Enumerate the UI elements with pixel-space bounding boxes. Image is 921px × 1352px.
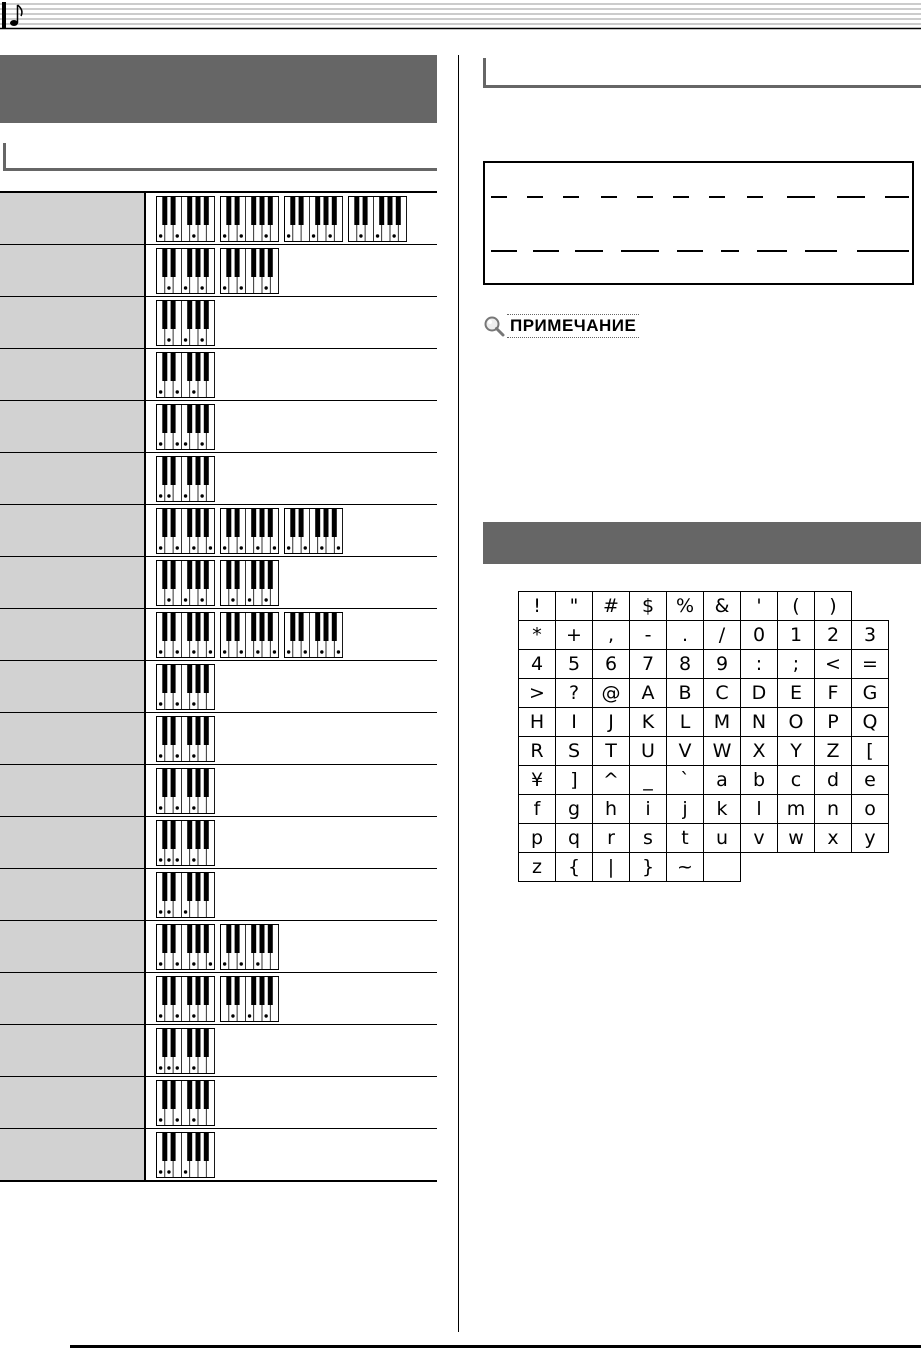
- chord-name-cell: [0, 453, 145, 505]
- chord-row: [0, 973, 437, 1025]
- page-bottom-rule: [70, 1345, 921, 1348]
- char-cell: ¥: [519, 766, 556, 795]
- char-cell: B: [667, 679, 704, 708]
- char-cell: (: [778, 592, 815, 621]
- char-cell: b: [741, 766, 778, 795]
- char-cell: [: [852, 737, 889, 766]
- chord-name-cell: [0, 297, 145, 349]
- column-divider: [458, 55, 459, 1332]
- keyboard-diagram: [156, 508, 215, 554]
- char-cell: D: [741, 679, 778, 708]
- keyboard-diagram: [156, 196, 215, 242]
- char-cell: ^: [593, 766, 630, 795]
- chord-row: [0, 765, 437, 817]
- chord-row: [0, 505, 437, 557]
- char-cell: `: [667, 766, 704, 795]
- char-cell: x: [815, 824, 852, 853]
- char-cell-empty: [815, 853, 852, 882]
- keyboard-diagram: [156, 976, 215, 1022]
- keyboard-diagram: [156, 716, 215, 762]
- char-cell: T: [593, 737, 630, 766]
- chord-row: [0, 349, 437, 401]
- char-cell: m: [778, 795, 815, 824]
- chord-keyboards-cell: [145, 245, 437, 297]
- char-cell: !: [519, 592, 556, 621]
- chord-keyboards-cell: [145, 401, 437, 453]
- char-cell: P: [815, 708, 852, 737]
- char-cell: M: [704, 708, 741, 737]
- char-cell: h: [593, 795, 630, 824]
- chord-name-cell: [0, 661, 145, 713]
- keyboard-diagram: [156, 404, 215, 450]
- char-cell: {: [556, 853, 593, 882]
- chord-name-cell: [0, 1077, 145, 1129]
- char-cell: [704, 853, 741, 882]
- char-cell: 0: [741, 621, 778, 650]
- display-dash-lines: [485, 163, 912, 283]
- char-cell: ~: [667, 853, 704, 882]
- char-cell: s: [630, 824, 667, 853]
- char-cell: /: [704, 621, 741, 650]
- char-cell: .: [667, 621, 704, 650]
- chord-name-cell: [0, 557, 145, 609]
- keyboard-diagram: [156, 612, 215, 658]
- char-cell: v: [741, 824, 778, 853]
- chord-name-cell: [0, 609, 145, 661]
- char-cell: i: [630, 795, 667, 824]
- chord-row: [0, 297, 437, 349]
- chord-row: [0, 713, 437, 765]
- chord-keyboards-cell: [145, 1025, 437, 1077]
- char-row: [519, 824, 889, 853]
- char-cell-empty: [852, 853, 889, 882]
- keyboard-diagram: [284, 612, 343, 658]
- char-cell: r: [593, 824, 630, 853]
- char-row: [519, 737, 889, 766]
- char-row: [519, 621, 889, 650]
- keyboard-diagram: [284, 196, 343, 242]
- keyboard-diagram: [156, 768, 215, 814]
- keyboard-diagram: [156, 820, 215, 866]
- chord-name-cell: [0, 765, 145, 817]
- chord-row: [0, 453, 437, 505]
- keyboard-diagram: [156, 1028, 215, 1074]
- keyboard-diagram: [156, 664, 215, 710]
- char-cell-empty: [778, 853, 815, 882]
- char-cell: 4: [519, 650, 556, 679]
- char-cell: w: [778, 824, 815, 853]
- char-cell: L: [667, 708, 704, 737]
- chord-keyboards-cell: [145, 817, 437, 869]
- note-heading: [483, 313, 639, 339]
- char-cell: ": [556, 592, 593, 621]
- char-cell: ': [741, 592, 778, 621]
- char-row: [519, 592, 889, 621]
- char-cell: G: [852, 679, 889, 708]
- char-row: [519, 853, 889, 882]
- magnifier-icon: [483, 315, 505, 337]
- chord-name-cell: [0, 1025, 145, 1077]
- char-cell: a: [704, 766, 741, 795]
- char-cell: =: [852, 650, 889, 679]
- keyboard-diagram: [156, 924, 215, 970]
- char-cell: ,: [593, 621, 630, 650]
- char-cell: ]: [556, 766, 593, 795]
- char-cell: @: [593, 679, 630, 708]
- subheading-left: [0, 143, 437, 171]
- chord-row: [0, 661, 437, 713]
- subheading-right: [483, 58, 921, 88]
- char-cell: p: [519, 824, 556, 853]
- char-cell: -: [630, 621, 667, 650]
- char-cell: ): [815, 592, 852, 621]
- chord-keyboards-cell: [145, 297, 437, 349]
- char-cell: S: [556, 737, 593, 766]
- keyboard-diagram: [156, 872, 215, 918]
- char-cell: g: [556, 795, 593, 824]
- keyboard-diagram: [156, 1132, 215, 1178]
- chord-keyboards-cell: [145, 349, 437, 401]
- chord-row: [0, 245, 437, 297]
- char-cell: 1: [778, 621, 815, 650]
- chord-keyboards-cell: [145, 505, 437, 557]
- char-cell: f: [519, 795, 556, 824]
- chord-keyboards-cell: [145, 453, 437, 505]
- chord-keyboards-cell: [145, 765, 437, 817]
- char-cell: X: [741, 737, 778, 766]
- char-cell: |: [593, 853, 630, 882]
- char-row: [519, 708, 889, 737]
- chord-name-cell: [0, 869, 145, 921]
- char-cell: y: [852, 824, 889, 853]
- chord-name-cell: [0, 245, 145, 297]
- char-cell: F: [815, 679, 852, 708]
- chord-row: [0, 557, 437, 609]
- section-banner-left: [0, 55, 437, 123]
- chord-keyboards-cell: [145, 921, 437, 973]
- char-cell: k: [704, 795, 741, 824]
- char-cell: 2: [815, 621, 852, 650]
- chord-name-cell: [0, 192, 145, 245]
- char-row: [519, 766, 889, 795]
- char-cell: o: [852, 795, 889, 824]
- keyboard-diagram: [220, 560, 279, 606]
- chord-keyboards-cell: [145, 973, 437, 1025]
- char-cell: K: [630, 708, 667, 737]
- char-cell: Q: [852, 708, 889, 737]
- char-cell: $: [630, 592, 667, 621]
- char-cell: d: [815, 766, 852, 795]
- char-cell: A: [630, 679, 667, 708]
- char-cell: ;: [778, 650, 815, 679]
- chord-name-cell: [0, 349, 145, 401]
- char-cell: R: [519, 737, 556, 766]
- char-cell: J: [593, 708, 630, 737]
- chord-keyboards-cell: [145, 557, 437, 609]
- chord-name-cell: [0, 1129, 145, 1182]
- keyboard-diagram: [156, 300, 215, 346]
- char-cell: t: [667, 824, 704, 853]
- chord-name-cell: [0, 505, 145, 557]
- chord-keyboards-cell: [145, 713, 437, 765]
- char-cell: <: [815, 650, 852, 679]
- chord-name-cell: [0, 921, 145, 973]
- chord-keyboards-cell: [145, 1077, 437, 1129]
- char-cell: O: [778, 708, 815, 737]
- note-label: ПРИМЕЧАНИЕ: [507, 314, 639, 338]
- char-cell: 3: [852, 621, 889, 650]
- chord-row: [0, 1025, 437, 1077]
- char-cell-empty: [741, 853, 778, 882]
- char-cell: l: [741, 795, 778, 824]
- keyboard-diagram: [220, 248, 279, 294]
- keyboard-diagram: [220, 924, 279, 970]
- char-cell: :: [741, 650, 778, 679]
- char-row: [519, 795, 889, 824]
- chord-name-cell: [0, 713, 145, 765]
- music-note-icon: [10, 5, 22, 26]
- keyboard-diagram: [284, 508, 343, 554]
- chord-name-cell: [0, 817, 145, 869]
- char-cell: z: [519, 853, 556, 882]
- char-cell: I: [556, 708, 593, 737]
- char-cell: +: [556, 621, 593, 650]
- chord-keyboards-cell: [145, 1129, 437, 1182]
- keyboard-diagram: [348, 196, 407, 242]
- chord-row: [0, 817, 437, 869]
- char-cell: u: [704, 824, 741, 853]
- char-cell: &: [704, 592, 741, 621]
- char-cell: >: [519, 679, 556, 708]
- char-cell: H: [519, 708, 556, 737]
- char-cell: ?: [556, 679, 593, 708]
- char-cell: }: [630, 853, 667, 882]
- display-dash-box: [483, 161, 914, 285]
- chord-row: [0, 921, 437, 973]
- char-cell: *: [519, 621, 556, 650]
- char-cell: 6: [593, 650, 630, 679]
- chord-name-cell: [0, 401, 145, 453]
- character-table: [518, 591, 889, 882]
- chord-keyboards-cell: [145, 661, 437, 713]
- char-cell: N: [741, 708, 778, 737]
- char-row: [519, 679, 889, 708]
- section-banner-right: [483, 522, 921, 564]
- chord-row: [0, 192, 437, 245]
- char-cell: Y: [778, 737, 815, 766]
- keyboard-diagram: [156, 560, 215, 606]
- char-cell: _: [630, 766, 667, 795]
- char-cell-empty: [852, 592, 889, 621]
- char-cell: V: [667, 737, 704, 766]
- chord-keyboards-cell: [145, 192, 437, 245]
- keyboard-diagram: [220, 612, 279, 658]
- char-row: [519, 650, 889, 679]
- keyboard-diagram: [220, 508, 279, 554]
- char-cell: Z: [815, 737, 852, 766]
- char-cell: #: [593, 592, 630, 621]
- chord-name-cell: [0, 973, 145, 1025]
- chord-row: [0, 1077, 437, 1129]
- char-cell: q: [556, 824, 593, 853]
- keyboard-diagram: [156, 1080, 215, 1126]
- music-staff-header: [0, 0, 921, 30]
- char-cell: U: [630, 737, 667, 766]
- char-cell: 5: [556, 650, 593, 679]
- char-cell: 8: [667, 650, 704, 679]
- char-cell: 9: [704, 650, 741, 679]
- char-cell: c: [778, 766, 815, 795]
- keyboard-diagram: [156, 248, 215, 294]
- char-cell: W: [704, 737, 741, 766]
- char-cell: e: [852, 766, 889, 795]
- chord-keyboards-cell: [145, 869, 437, 921]
- char-cell: C: [704, 679, 741, 708]
- chord-row: [0, 869, 437, 921]
- char-cell: %: [667, 592, 704, 621]
- char-cell: n: [815, 795, 852, 824]
- char-cell: 7: [630, 650, 667, 679]
- chord-row: [0, 1129, 437, 1182]
- chord-fingering-table: [0, 191, 437, 1182]
- chord-row: [0, 401, 437, 453]
- keyboard-diagram: [220, 196, 279, 242]
- chord-keyboards-cell: [145, 609, 437, 661]
- chord-row: [0, 609, 437, 661]
- keyboard-diagram: [156, 456, 215, 502]
- keyboard-diagram: [220, 976, 279, 1022]
- char-cell: j: [667, 795, 704, 824]
- char-cell: E: [778, 679, 815, 708]
- keyboard-diagram: [156, 352, 215, 398]
